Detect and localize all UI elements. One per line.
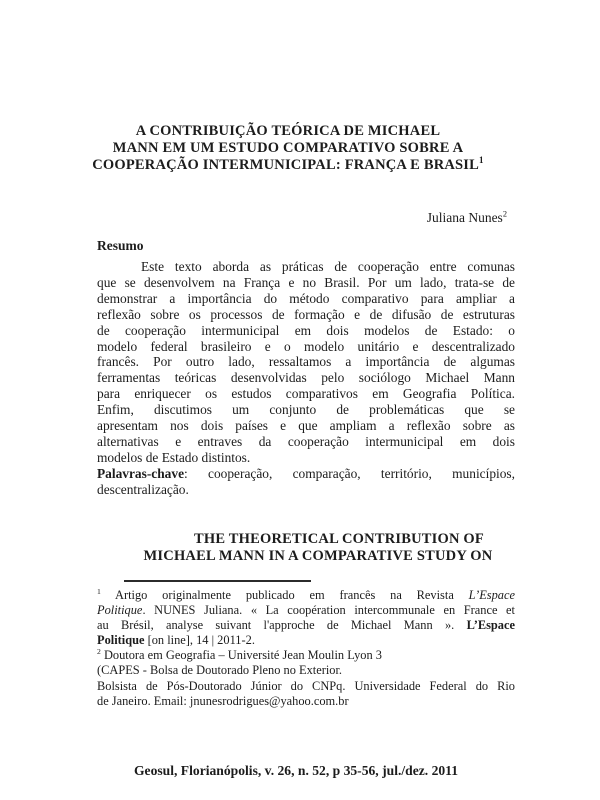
- journal-footer: Geosul, Florianópolis, v. 26, n. 52, p 35-56, jul./dez. 2011: [133, 763, 459, 778]
- footnote-1-marker: 1: [97, 586, 101, 596]
- title-pt-line-3-text: COOPERAÇÃO INTERMUNICIPAL: FRANÇA E BRASIL: [92, 156, 480, 173]
- keywords-line: [97, 466, 515, 482]
- footnote-2-line-4: de Janeiro. Email: jnunesrodrigues@yahoo.com.br: [97, 693, 349, 708]
- footnote-1-line-4: [97, 633, 515, 648]
- article-title-en: [0, 531, 600, 564]
- footnote-2-marker: 2: [97, 647, 101, 657]
- article-title-pt: [0, 123, 576, 174]
- footnote-1-journal-italic: L’Espace: [468, 588, 515, 602]
- footnote-1-journal-italic: Politique: [97, 603, 143, 618]
- footnote-1-journal-bold: L’Espace: [466, 618, 515, 633]
- footnote-1-text: [on line], 14 | 2011-2.: [144, 633, 255, 648]
- keywords-line-2: descentralização.: [97, 481, 189, 497]
- footnote-1-line-2: [97, 603, 515, 618]
- title-en-line-2: MICHAEL MANN IN A COMPARATIVE STUDY ON: [143, 547, 493, 564]
- footnote-1-text: Artigo originalmente publicado em francês na Revista: [100, 588, 469, 602]
- footnote-1-line-3: [97, 618, 515, 633]
- author-name: Juliana Nunes: [426, 210, 503, 225]
- title-en-line-1: THE THEORETICAL CONTRIBUTION OF: [194, 531, 484, 547]
- abstract-line: francês. Por outro lado, ressaltamos a importância de algumas: [97, 354, 515, 370]
- footnote-2-line-1: [97, 648, 515, 663]
- abstract-heading: Resumo: [97, 238, 144, 253]
- footnote-2-line-2: (CAPES - Bolsa de Doutorado Pleno no Exterior.: [97, 663, 343, 678]
- abstract-line: Enfim, discutimos um conjunto de problemáticas que se: [97, 402, 515, 418]
- footnote-1-text: au Brésil, analyse suivant l'approche de Michael Mann ».: [97, 618, 467, 633]
- keywords-text: : cooperação, comparação, território, municípios,: [184, 465, 515, 481]
- author-byline: [97, 210, 507, 226]
- author-footnote-ref-2: 2: [502, 209, 507, 219]
- footnote-1-journal-bold: Politique: [97, 633, 145, 648]
- abstract-line: ferramentas teóricas desenvolvidas pelo sociólogo Michael Mann: [97, 370, 515, 386]
- abstract-line: modelo federal brasileiro e o modelo unitário e descentralizado: [97, 338, 515, 354]
- abstract-line: alternativas e entraves da cooperação intermunicipal em dois: [97, 433, 515, 449]
- footnote-1-text: . NUNES Juliana. « La coopération intercommunale en France et: [142, 603, 515, 618]
- abstract-line: para enriquecer os estudos comparativos em Geografia Política.: [97, 386, 515, 402]
- footnote-1-line-1: [97, 588, 515, 603]
- title-pt-line-3: [0, 154, 576, 174]
- abstract-line: apresentam nos dois países e que ampliam a reflexão sobre as: [97, 418, 515, 434]
- abstract-line: demonstrar a importância do método comparativo para ampliar a: [97, 290, 515, 306]
- footnote-2-line-3: Bolsista de Pós-Doutorado Júnior do CNPq. Universidade Federal do Rio: [97, 678, 515, 693]
- footnotes-block: [97, 588, 515, 709]
- abstract-line: de cooperação intermunicipal em dois modelos de Estado: o: [97, 322, 515, 338]
- footnote-2-text: Doutora em Geografia – Université Jean Moulin Lyon 3: [100, 648, 382, 663]
- title-pt-line-2: MANN EM UM ESTUDO COMPARATIVO SOBRE A: [112, 139, 464, 156]
- footnote-separator: [124, 580, 311, 582]
- title-footnote-ref-1: 1: [479, 154, 484, 165]
- keywords-label: Palavras-chave: [97, 465, 185, 481]
- abstract-line: Este texto aborda as práticas de cooperação entre comunas: [141, 259, 515, 274]
- abstract-paragraph: [97, 259, 515, 498]
- title-pt-line-1: A CONTRIBUIÇÃO TEÓRICA DE MICHAEL: [135, 123, 441, 139]
- abstract-line: reflexão sobre os processos de formação e de difusão de estruturas: [97, 306, 515, 322]
- abstract-line: que se desenvolvem na França e no Brasil. Por um lado, trata-se de: [97, 274, 515, 290]
- abstract-line: modelos de Estado distintos.: [97, 449, 251, 465]
